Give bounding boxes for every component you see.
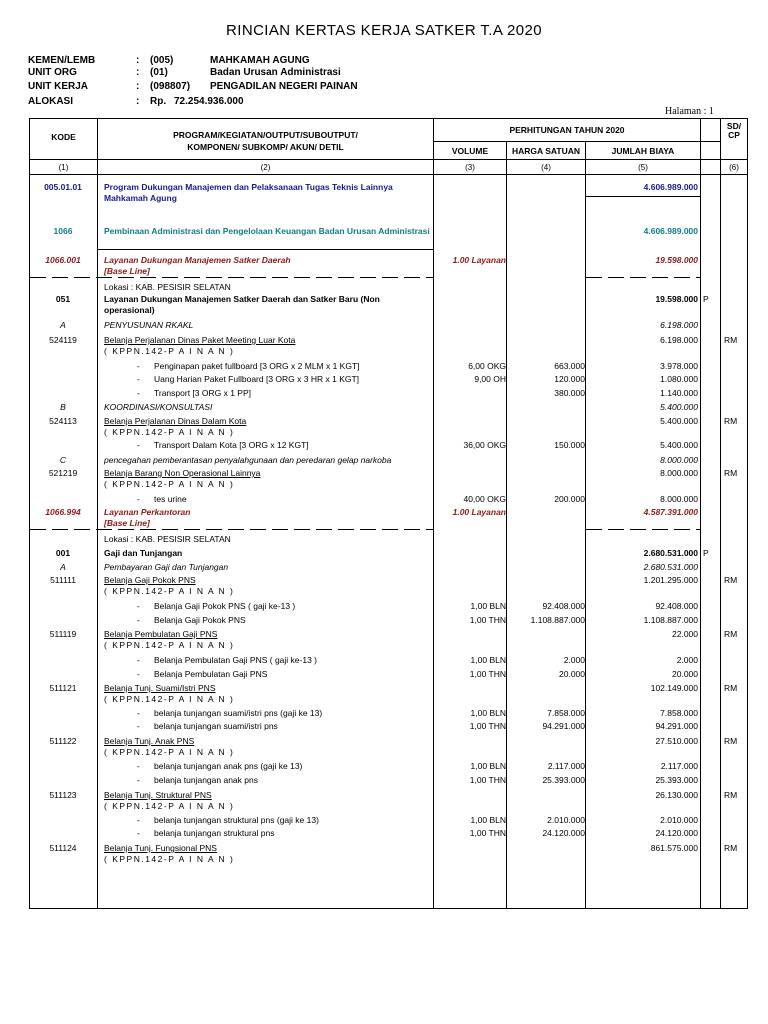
row-description: Lokasi : KAB. PESISIR SELATAN [104,282,231,292]
row-volume: 1,00 BLN [470,601,506,611]
bullet-dash: - [137,721,140,731]
row-volume: 6,00 OKG [468,361,506,371]
row-description: ( KPPN.142-P A I N A N ) [104,586,235,596]
row-description: Belanja Barang Non Operasional Lainnya [104,468,261,478]
row-description: pencegahan pemberantasan penyalahgunaan dan peredaran gelap narkoba [104,455,392,465]
row-jumlah-biaya: 24.120.000 [655,828,698,838]
row-jumlah-biaya: 92.408.000 [655,601,698,611]
row-description: Belanja Pembulatan Gaji PNS [104,629,218,639]
row-jumlah-biaya: 8.000.000 [660,468,698,478]
row-description: Pembinaan Administrasi dan Pengelolaan Keuangan Badan Urusan Administrasi [104,226,430,236]
row-harga-satuan: 2.000 [563,655,585,665]
row-description: ( KPPN.142-P A I N A N ) [104,801,235,811]
bullet-dash: - [137,655,140,665]
row-jumlah-biaya: 4.606.989.000 [643,182,698,192]
row-kode: A [60,562,66,572]
row-description: Program Dukungan Manajemen dan Pelaksanaan Tugas Teknis Lainnya Mahkamah Agung [104,182,393,203]
col-number-2: (2) [260,163,271,172]
row-description: Lokasi : KAB. PESISIR SELATAN [104,534,231,544]
bullet-dash: - [137,828,140,838]
meta-label: KEMEN/LEMB [28,55,96,66]
row-jumlah-biaya: 5.400.000 [660,416,698,426]
row-harga-satuan: 7.858.000 [547,708,585,718]
row-description: belanja tunjangan struktural pns (gaji ke 13) [154,815,319,825]
meta-code: (098807) [150,81,191,92]
row-jumlah-biaya: 2.680.531.000 [643,562,698,572]
row-kode: 524113 [49,416,77,426]
meta-code: Rp. [150,96,167,107]
row-kode: B [60,402,66,412]
row-description: ( KPPN.142-P A I N A N ) [104,346,235,356]
col-number-4: (4) [541,163,551,172]
col-number-3: (3) [465,163,475,172]
col-header-sd: SD/ [726,121,742,131]
row-kode: 511111 [50,575,76,585]
row-volume: 1.00 Layanan [452,507,506,517]
row-jumlah-biaya: 8.000.000 [660,455,698,465]
row-description: belanja tunjangan struktural pns [154,828,275,838]
row-description: belanja tunjangan anak pns (gaji ke 13) [154,761,303,771]
meta-value: MAHKAMAH AGUNG [210,55,310,66]
row-volume: 1,00 THN [469,615,506,625]
row-kode: 521219 [48,468,78,478]
bullet-dash: - [137,815,140,825]
row-jumlah-biaya: 2.680.531.000 [643,548,698,558]
row-kode: 1066.001 [45,255,81,265]
col-header-program-line2: KOMPONEN/ SUBKOMP/ AKUN/ DETIL [187,142,344,152]
row-kode: 051 [55,294,71,304]
row-jumlah-biaya: 1.140.000 [660,388,698,398]
row-sd: RM [724,736,738,746]
bullet-dash: - [137,388,140,398]
row-jumlah-biaya: 94.291.000 [655,721,698,731]
row-harga-satuan: 2.117.000 [547,761,585,771]
row-volume: 1,00 THN [469,828,506,838]
row-sd: RM [724,416,738,426]
row-kode: 524119 [49,335,77,345]
row-harga-satuan: 25.393.000 [542,775,585,785]
col-number-5: (5) [638,163,648,172]
row-volume: 1,00 THN [469,669,506,679]
row-jumlah-biaya: 102.149.000 [650,683,698,693]
bullet-dash: - [137,669,140,679]
row-harga-satuan: 120.000 [554,374,585,384]
row-jumlah-biaya: 8.000.000 [660,494,698,504]
row-cp: P [703,548,709,558]
row-kode: 511119 [49,629,77,639]
row-description: Belanja Gaji Pokok PNS [154,615,246,625]
row-volume: 1,00 THN [469,721,506,731]
row-description: [Base Line] [104,266,150,276]
row-harga-satuan: 24.120.000 [542,828,585,838]
meta-label: UNIT KERJA [28,81,89,92]
row-volume: 1,00 BLN [470,655,506,665]
row-description: belanja tunjangan suami/istri pns (gaji ke 13) [154,708,323,718]
row-kode: C [59,455,67,465]
row-jumlah-biaya: 26.130.000 [655,790,698,800]
row-description: Belanja Gaji Pokok PNS [104,575,196,585]
meta-separator: : [136,81,140,92]
row-description: Gaji dan Tunjangan [104,548,183,558]
row-kode: 511121 [49,683,77,693]
meta-separator: : [136,55,140,66]
row-description: Belanja Pembulatan Gaji PNS [154,669,268,679]
row-volume: 1,00 BLN [470,761,506,771]
col-number-1: (1) [58,163,69,172]
row-description: Transport [3 ORG x 1 PP] [154,388,251,398]
row-description: Layanan Perkantoran [104,507,191,517]
row-jumlah-biaya: 4.587.391.000 [643,507,698,517]
meta-label: ALOKASI [28,96,73,107]
row-description: ( KPPN.142-P A I N A N ) [104,694,235,704]
row-description: Layanan Dukungan Manajemen Satker Daerah dan Satker Baru (Non operasional) [104,294,380,315]
col-header-harga: HARGA SATUAN [512,146,580,156]
meta-value: PENGADILAN NEGERI PAINAN [210,81,358,92]
bullet-dash: - [137,440,140,450]
row-jumlah-biaya: 5.400.000 [660,402,698,412]
col-header-perhitungan: PERHITUNGAN TAHUN 2020 [509,125,625,135]
row-jumlah-biaya: 25.393.000 [655,775,698,785]
row-jumlah-biaya: 2.117.000 [660,761,698,771]
row-description: ( KPPN.142-P A I N A N ) [104,640,235,650]
row-jumlah-biaya: 1.080.000 [660,374,698,384]
row-jumlah-biaya: 19.598.000 [655,294,698,304]
bullet-dash: - [137,361,140,371]
row-harga-satuan: 92.408.000 [542,601,585,611]
row-sd: RM [724,843,738,853]
row-kode: 511124 [49,843,77,853]
meta-value: Badan Urusan Administrasi [210,67,341,78]
row-volume: 1.00 Layanan [452,255,506,265]
row-description: KOORDINASI/KONSULTASI [104,402,213,412]
row-description: Penginapan paket fullboard [3 ORG x 2 MLM x 1 KGT] [154,361,360,371]
row-cp: P [703,294,709,304]
row-description: Belanja Perjalanan Dinas Paket Meeting Luar Kota [104,335,296,345]
bullet-dash: - [137,775,140,785]
row-kode: 1066 [53,226,73,236]
row-description: Belanja Perjalanan Dinas Dalam Kota [104,416,247,426]
row-jumlah-biaya: 5.400.000 [660,440,698,450]
meta-code: (005) [150,55,174,66]
row-harga-satuan: 1.108.887.000 [530,615,585,625]
row-volume: 1,00 BLN [470,708,506,718]
row-description: PENYUSUNAN RKAKL [104,320,194,330]
row-kode: 511122 [49,736,77,746]
bullet-dash: - [137,494,140,504]
row-harga-satuan: 2.010.000 [547,815,585,825]
meta-code: (01) [150,67,168,78]
row-description: belanja tunjangan suami/istri pns [154,721,278,731]
row-jumlah-biaya: 1.201.295.000 [643,575,698,585]
col-header-cp: CP [728,130,740,140]
row-jumlah-biaya: 4.606.989.000 [643,226,698,236]
row-harga-satuan: 94.291.000 [542,721,585,731]
row-description: [Base Line] [104,518,150,528]
row-volume: 40,00 OKG [463,494,506,504]
row-description: Belanja Tunj. Anak PNS [104,736,195,746]
row-description: Pembayaran Gaji dan Tunjangan [104,562,229,572]
page-number: Halaman : 1 [665,106,714,117]
bullet-dash: - [137,601,140,611]
row-description: ( KPPN.142-P A I N A N ) [104,479,235,489]
col-header-volume: VOLUME [451,146,489,156]
row-sd: RM [724,629,738,639]
row-volume: 1,00 BLN [470,815,506,825]
row-harga-satuan: 380.000 [554,388,585,398]
row-description: Layanan Dukungan Manajemen Satker Daerah [104,255,291,265]
row-jumlah-biaya: 20.000 [672,669,698,679]
row-sd: RM [724,335,738,345]
row-sd: RM [724,575,738,585]
col-number-6: (6) [729,163,739,172]
row-jumlah-biaya: 2.000 [676,655,698,665]
row-kode: 511123 [49,790,77,800]
row-harga-satuan: 20.000 [559,669,585,679]
row-description: tes urine [154,494,187,504]
row-volume: 36,00 OKG [463,440,506,450]
row-harga-satuan: 200.000 [554,494,585,504]
row-description: belanja tunjangan anak pns [154,775,258,785]
col-header-kode: KODE [51,132,76,142]
row-description: Belanja Tunj. Suami/Istri PNS [104,683,216,693]
row-jumlah-biaya: 6.198.000 [660,320,698,330]
row-description: Belanja Tunj. Fungsional PNS [104,843,217,853]
row-volume: 9,00 OH [474,374,506,384]
meta-label: UNIT ORG [28,67,77,78]
bullet-dash: - [137,374,140,384]
document-title: RINCIAN KERTAS KERJA SATKER T.A 2020 [226,22,542,39]
row-description: Transport Dalam Kota [3 ORG x 12 KGT] [154,440,309,450]
meta-value: 72.254.936.000 [174,96,244,107]
row-sd: RM [724,790,738,800]
bullet-dash: - [137,615,140,625]
bullet-dash: - [137,761,140,771]
row-kode: 005.01.01 [44,182,82,192]
row-kode: 001 [55,548,71,558]
row-kode: A [60,320,66,330]
row-description: Uang Harian Paket Fullboard [3 ORG x 3 HR x 1 KGT] [154,374,360,384]
row-harga-satuan: 663.000 [554,361,585,371]
meta-separator: : [136,96,140,107]
col-header-jumlah: JUMLAH BIAYA [611,146,675,156]
row-description: Belanja Tunj. Struktural PNS [104,790,212,800]
row-jumlah-biaya: 861.575.000 [650,843,698,853]
row-description: ( KPPN.142-P A I N A N ) [104,854,235,864]
row-description: ( KPPN.142-P A I N A N ) [104,747,235,757]
row-description: Belanja Pembulatan Gaji PNS ( gaji ke-13 ) [154,655,317,665]
bullet-dash: - [137,708,140,718]
row-description: Belanja Gaji Pokok PNS ( gaji ke-13 ) [154,601,296,611]
row-volume: 1,00 THN [469,775,506,785]
row-kode: 1066.994 [45,507,81,517]
row-description: ( KPPN.142-P A I N A N ) [104,427,235,437]
row-jumlah-biaya: 1.108.887.000 [643,615,698,625]
row-jumlah-biaya: 3.978.000 [660,361,698,371]
row-harga-satuan: 150.000 [554,440,585,450]
row-sd: RM [724,683,738,693]
col-header-program-line1: PROGRAM/KEGIATAN/OUTPUT/SUBOUTPUT/ [173,130,358,140]
row-sd: RM [724,468,738,478]
row-jumlah-biaya: 6.198.000 [660,335,698,345]
row-jumlah-biaya: 19.598.000 [655,255,698,265]
meta-separator: : [136,67,140,78]
row-jumlah-biaya: 2.010.000 [660,815,698,825]
row-jumlah-biaya: 22.000 [672,629,698,639]
row-jumlah-biaya: 7.858.000 [660,708,698,718]
row-jumlah-biaya: 27.510.000 [655,736,698,746]
